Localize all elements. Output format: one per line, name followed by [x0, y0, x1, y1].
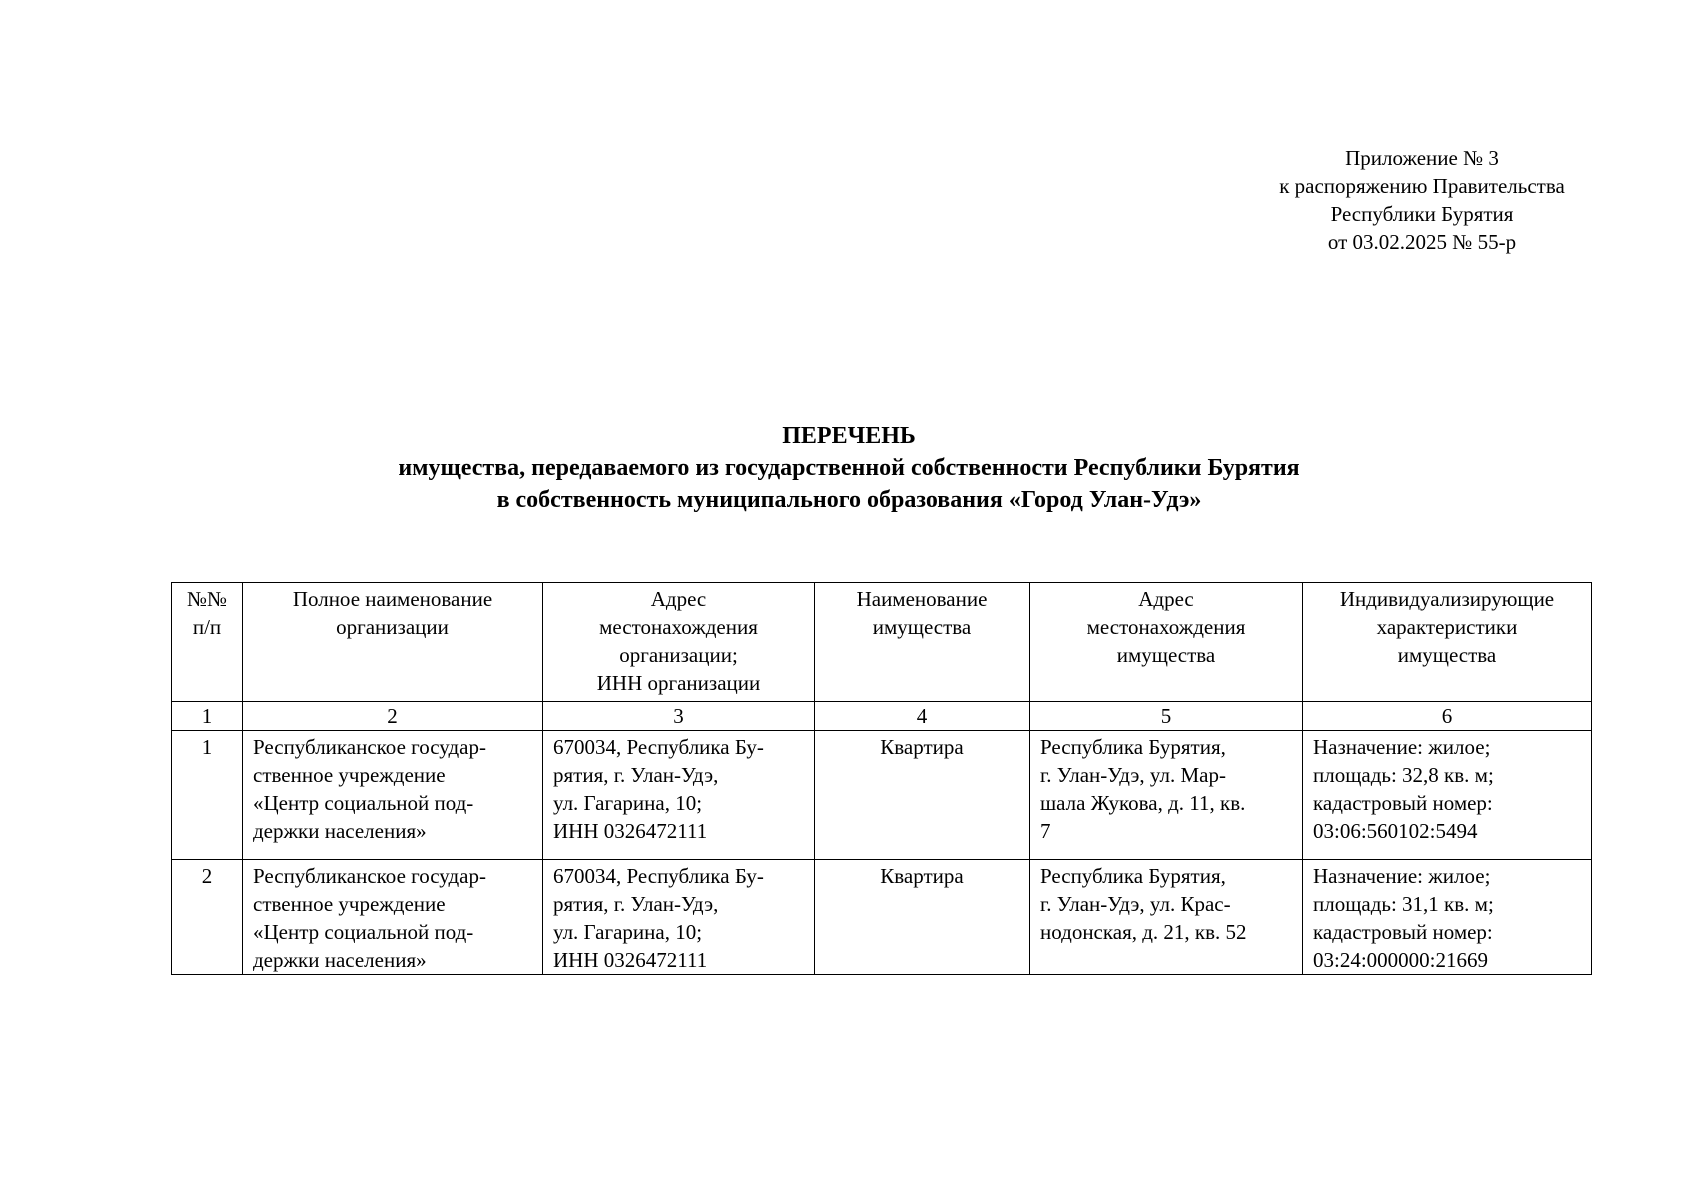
column-number: 4 — [815, 702, 1030, 731]
org-address-cell: 670034, Республика Бу- рятия, г. Улан-Удэ, ул. Гагарина, 10; ИНН 0326472111 — [543, 731, 815, 860]
org-name-cell: Республиканское государ- ственное учреждение «Центр социальной под- держки населения» — [243, 860, 543, 975]
property-address-cell: Республика Бурятия, г. Улан-Удэ, ул. Мар- шала Жукова, д. 11, кв. 7 — [1030, 731, 1303, 860]
column-number: 1 — [172, 702, 243, 731]
appendix-date: от 03.02.2025 № 55-р — [1327, 230, 1517, 254]
header-cell-org-address: Адрес местонахождения организации; ИНН организации — [543, 583, 815, 702]
column-number-row — [172, 702, 1592, 731]
column-number: 5 — [1030, 702, 1303, 731]
property-address-cell: Республика Бурятия, г. Улан-Удэ, ул. Крас- нодонская, д. 21, кв. 52 — [1030, 860, 1303, 975]
appendix-order-ref: к распоряжению Правительства — [1279, 174, 1565, 198]
header-cell-property-address: Адрес местонахождения имущества — [1030, 583, 1303, 702]
org-name-cell: Республиканское государ- ственное учреждение «Центр социальной под- держки населения» — [243, 731, 543, 860]
column-number: 6 — [1303, 702, 1592, 731]
header-cell-org-name: Полное наименование организации — [243, 583, 543, 702]
column-number: 3 — [543, 702, 815, 731]
org-address-cell: 670034, Республика Бу- рятия, г. Улан-Удэ, ул. Гагарина, 10; ИНН 0326472111 — [543, 860, 815, 975]
header-cell-number: №№ п/п — [172, 583, 243, 702]
document-title — [0, 420, 1698, 516]
appendix-header — [1252, 144, 1592, 256]
property-table — [171, 582, 1592, 975]
header-cell-characteristics: Индивидуализирующие характеристики имущества — [1303, 583, 1592, 702]
characteristics-cell: Назначение: жилое; площадь: 32,8 кв. м; кадастровый номер: 03:06:560102:5494 — [1303, 731, 1592, 860]
title-line-2: имущества, передаваемого из государственной собственности Республики Бурятия — [398, 455, 1300, 481]
property-name-cell: Квартира — [815, 860, 1030, 975]
appendix-number: Приложение № 3 — [1345, 146, 1499, 170]
column-number: 2 — [243, 702, 543, 731]
title-line-3: в собственность муниципального образования «Город Улан-Удэ» — [496, 487, 1202, 513]
table-header-row — [172, 583, 1592, 702]
title-heading: ПЕРЕЧЕНЬ — [782, 423, 916, 449]
appendix-government: Республики Бурятия — [1330, 202, 1514, 226]
header-cell-property-name: Наименование имущества — [815, 583, 1030, 702]
table-row — [172, 860, 1592, 975]
row-number: 1 — [172, 731, 243, 860]
row-number: 2 — [172, 860, 243, 975]
property-name-cell: Квартира — [815, 731, 1030, 860]
table-row — [172, 731, 1592, 860]
characteristics-cell: Назначение: жилое; площадь: 31,1 кв. м; кадастровый номер: 03:24:000000:21669 — [1303, 860, 1592, 975]
